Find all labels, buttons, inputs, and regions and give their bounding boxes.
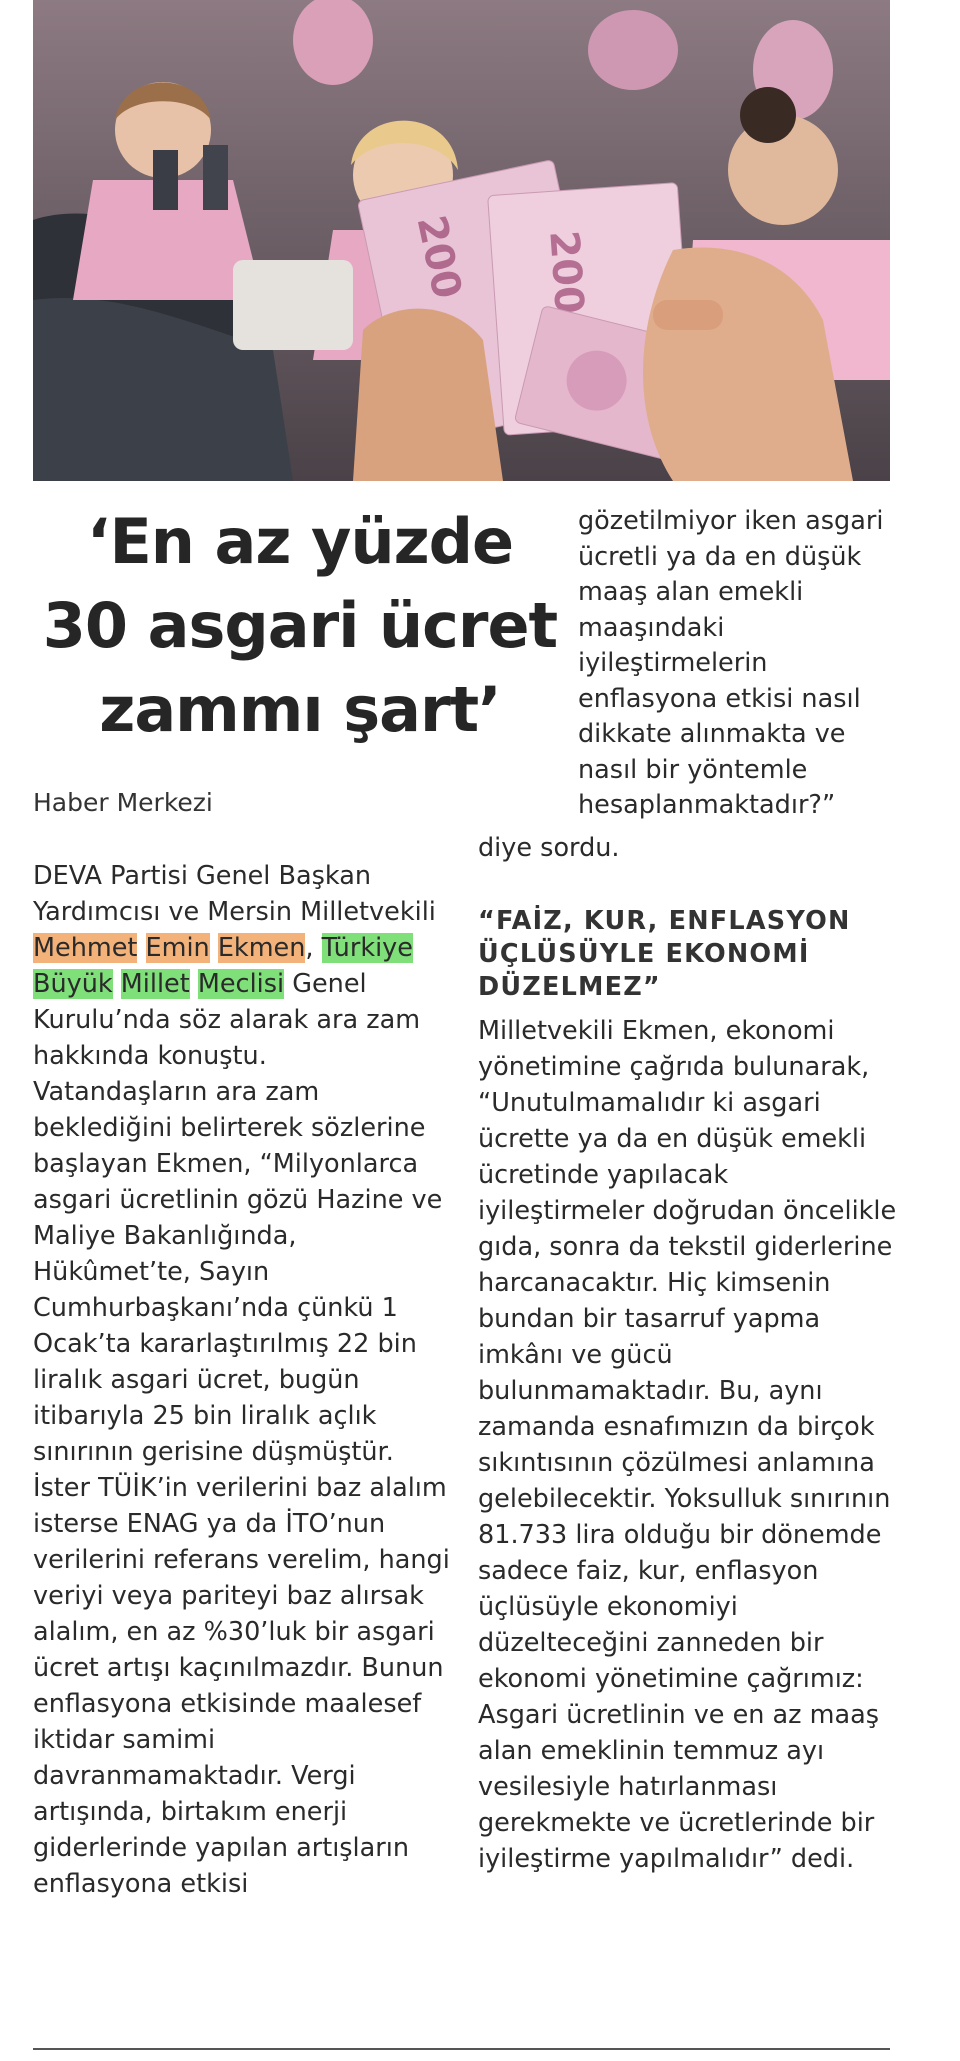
- highlight-tbmm-2: Büyük: [33, 969, 113, 999]
- highlight-name-3: Ekmen: [217, 933, 306, 963]
- article-photo: [33, 0, 890, 481]
- right-column-body: [478, 1013, 898, 1877]
- right-column-continuation: [578, 504, 908, 824]
- banknote-denomination-2: 200: [540, 228, 592, 316]
- intro-text-end: Genel Kurulu’nda söz alarak ara zam hakkında konuştu.: [33, 969, 421, 1071]
- subheading: “FAİZ, KUR, ENFLASYON ÜÇLÜSÜYLE EKONOMİ DÜZELMEZ”: [478, 906, 851, 1002]
- diye-sordu: diye sordu.: [478, 833, 620, 863]
- banknote-denomination: 200: [407, 211, 470, 303]
- left-column: [33, 858, 453, 1902]
- right-body-paragraph: Milletvekili Ekmen, ekonomi yönetimine çağrıda bulunarak, “Unutulmamalıdır ki asgari ücrette ya da en düşük emekli ücretinde yapılacak iyileştirmeler doğrudan öncelikle gıda, sonra da tekstil giderlerine harcanacaktır. Hiç kimsenin bundan bir tasarruf yapma imkânı ve gücü bulunmamaktadır. Bu, aynı zamanda esnafımızın da birçok sıkıntısının çözülmesi anlamına gelebilecektir. Yoksulluk sınırının 81.733 lira olduğu bir dönemde sadece faiz, kur, enflasyon üçlüsüyle ekonomiyi düzelteceğini zanneden bir ekonomi yönetimine çağrımız: Asgari ücretlinin ve en az maaş alan emeklinin temmuz ayı vesilesiyle hatırlanması gerekmekte ve ücretlerinde bir iyileştirme yapılmalıdır” dedi.: [478, 1016, 897, 1874]
- headline-line-3: zammı şart’: [99, 673, 501, 746]
- highlight-name-2: Emin: [145, 933, 210, 963]
- bottom-rule: [33, 2048, 890, 2050]
- headline-line-1: ‘En az yüzde: [86, 505, 514, 578]
- highlight-tbmm-4: Meclisi: [197, 969, 285, 999]
- headline: [30, 500, 570, 752]
- continuation-text: gözetilmiyor iken asgari ücretli ya da en düşük maaş alan emekli maaşındaki iyileştirmelerin enflasyona etkisi nasıl dikkate alınmakta ve nasıl bir yöntemle hesaplanmaktadır?”: [578, 506, 884, 820]
- body-paragraph-2: Vatandaşların ara zam beklediğini belirterek sözlerine başlayan Ekmen, “Milyonlarca asgari ücretlinin gözü Hazine ve Maliye Bakanlığında, Hükûmet’te, Sayın Cumhurbaşkanı’nda çünkü 1 Ocak’ta kararlaştırılmış 22 bin liralık asgari ücret, bugün itibarıyla 25 bin liralık açlık sınırının gerisine düşmüştür. İster TÜİK’in verilerini baz alalım isterse ENAG ya da İTO’nun verilerini referans verelim, hangi veriyi veya pariteyi baz alırsak alalım, en az %30’luk bir asgari ücret artışı kaçınılmazdır. Bunun enflasyona etkisinde maalesef iktidar samimi davranmamaktadır. Vergi artışında, birtakım enerji giderlerinde yapılan artışların enflasyona etkisi: [33, 1077, 450, 1899]
- headline-line-2: 30 asgari ücret: [42, 589, 558, 662]
- highlight-tbmm-1: Türkiye: [321, 933, 413, 963]
- intro-text: DEVA Partisi Genel Başkan Yardımcısı ve Mersin Milletvekili: [33, 861, 436, 927]
- highlight-tbmm-3: Millet: [120, 969, 190, 999]
- intro-paragraph: [33, 858, 453, 1074]
- highlight-name-1: Mehmet: [33, 933, 138, 963]
- separator: ,: [305, 933, 322, 963]
- byline: Haber Merkezi: [33, 788, 213, 817]
